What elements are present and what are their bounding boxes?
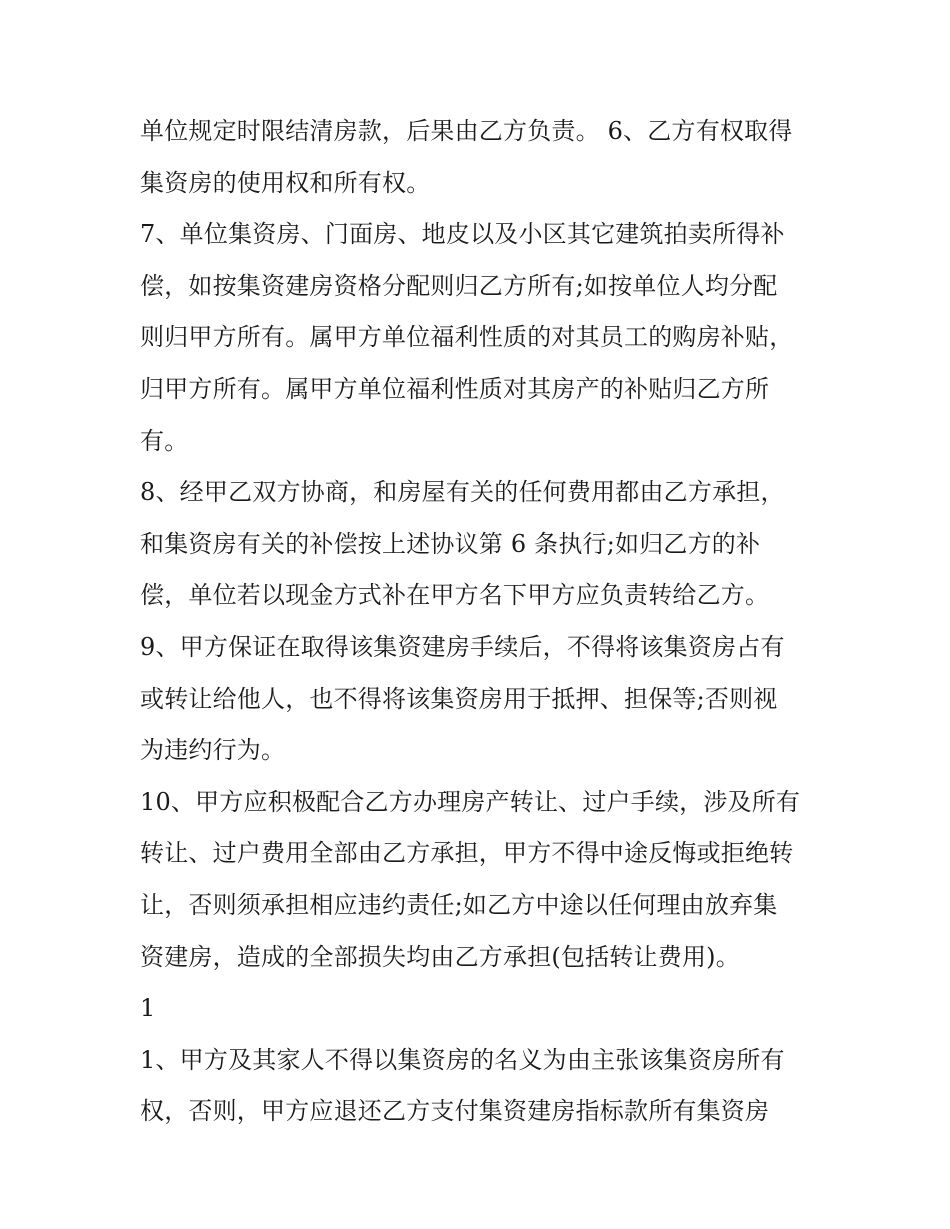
text-line: 让，否则须承担相应违约责任;如乙方中途以任何理由放弃集: [140, 890, 778, 919]
text-line: 8、经甲乙双方协商，和房屋有关的任何费用都由乙方承担，: [140, 478, 785, 507]
text-line: 或转让给他人，也不得将该集资房用于抵押、担保等;否则视: [140, 684, 778, 713]
text-line: 资建房，造成的全部损失均由乙方承担(包括转让费用)。: [140, 942, 740, 971]
text-line: 偿，如按集资建房资格分配则归乙方所有;如按单位人均分配: [140, 271, 778, 300]
text-line: 1、甲方及其家人不得以集资房的名义为由主张该集资房所有: [140, 1045, 785, 1074]
text-line: 单位规定时限结清房款，后果由乙方负责。 6、乙方有权取得: [140, 117, 793, 145]
text-line: 和集资房有关的补偿按上述协议第 6 条执行;如归乙方的补: [140, 529, 761, 558]
text-line: 有。: [140, 426, 189, 455]
text-line: 转让、过户费用全部由乙方承担，甲方不得中途反悔或拒绝转: [140, 839, 794, 868]
text-line: 9、甲方保证在取得该集资建房手续后，不得将该集资房占有: [140, 632, 785, 661]
text-line: 10、甲方应积极配合乙方办理房产转让、过户手续，涉及所有: [140, 787, 801, 816]
text-line: 7、单位集资房、门面房、地皮以及小区其它建筑拍卖所得补: [140, 220, 785, 249]
text-line: 偿，单位若以现金方式补在甲方名下甲方应负责转给乙方。: [140, 581, 770, 610]
document-page: [140, 106, 820, 1138]
text-line: 为违约行为。: [140, 736, 286, 765]
text-line: 归甲方所有。属甲方单位福利性质对其房产的补贴归乙方所: [140, 374, 770, 403]
text-line: 权，否则，甲方应退还乙方支付集资建房指标款所有集资房: [140, 1097, 770, 1126]
page-number-line: 1: [140, 994, 156, 1023]
text-line: 则归甲方所有。属甲方单位福利性质的对其员工的购房补贴，: [140, 323, 794, 352]
text-line: 集资房的使用权和所有权。: [140, 168, 431, 197]
